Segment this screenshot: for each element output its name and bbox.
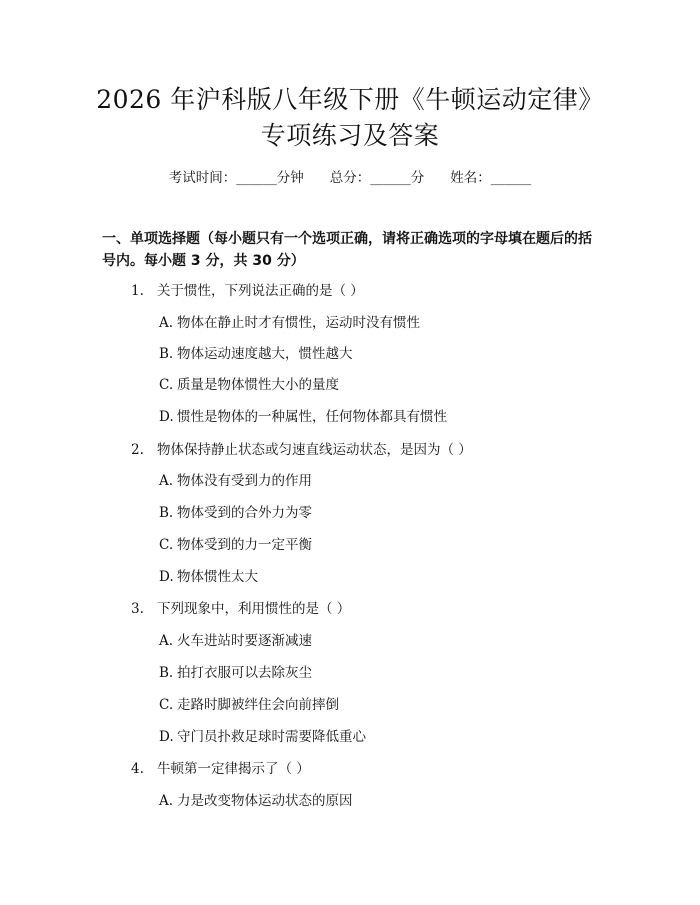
- option-text: 物体没有受到力的作用: [177, 473, 312, 489]
- option-text: 质量是物体惯性大小的量度: [177, 377, 339, 393]
- option-text: 物体在静止时才有惯性，运动时没有惯性: [177, 315, 420, 331]
- option-text: 火车进站时要逐渐减速: [177, 633, 312, 649]
- option-letter: C.: [159, 377, 174, 393]
- option-text: 走路时脚被绊住会向前摔倒: [177, 697, 339, 713]
- option-letter: A.: [159, 793, 174, 809]
- question-number: 2.: [131, 442, 144, 458]
- option: [159, 695, 339, 715]
- document-title-line1: 2026 年沪科版八年级下册《牛顿运动定律》: [96, 85, 604, 114]
- option: [159, 631, 312, 651]
- option: [159, 375, 339, 395]
- option-letter: B.: [159, 346, 174, 362]
- option-text: 物体运动速度越大，惯性越大: [177, 346, 353, 362]
- section-heading: 一、单项选择题（每小题只有一个选项正确，请将正确选项的字母填在题后的括号内。每小题 3 分，共 30 分）: [102, 231, 592, 269]
- option: [159, 791, 353, 811]
- option: [159, 471, 312, 491]
- question-stem: 牛顿第一定律揭示了（ ）: [157, 761, 310, 777]
- document-title-line2: 专项练习及答案: [260, 121, 440, 150]
- question: [131, 599, 350, 619]
- option-text: 物体受到的合外力为零: [177, 505, 312, 521]
- option-text: 惯性是物体的一种属性，任何物体都具有惯性: [177, 409, 447, 425]
- option-letter: A.: [159, 473, 174, 489]
- exam-meta: [0, 168, 700, 188]
- option: [159, 727, 366, 747]
- option: [159, 535, 312, 555]
- question-stem: 关于惯性，下列说法正确的是（ ）: [157, 283, 364, 299]
- question-number: 1.: [131, 283, 144, 299]
- option-text: 物体惯性太大: [177, 569, 258, 585]
- option: [159, 313, 420, 333]
- option-text: 物体受到的力一定平衡: [177, 537, 312, 553]
- option: [159, 407, 447, 427]
- option-letter: D.: [159, 569, 174, 585]
- exam-score: 总分：______分: [329, 170, 425, 186]
- option-letter: C.: [159, 537, 174, 553]
- question-number: 4.: [131, 761, 144, 777]
- option: [159, 503, 312, 523]
- option-text: 拍打衣服可以去除灰尘: [177, 665, 312, 681]
- question: [131, 440, 472, 460]
- question-stem: 物体保持静止状态或匀速直线运动状态，是因为（ ）: [157, 442, 472, 458]
- option: [159, 663, 312, 683]
- option-letter: A.: [159, 633, 174, 649]
- student-name: 姓名：______: [450, 170, 532, 186]
- option-letter: B.: [159, 665, 174, 681]
- question-number: 3.: [131, 601, 144, 617]
- question: [131, 759, 310, 779]
- question-stem: 下列现象中，利用惯性的是（ ）: [157, 601, 351, 617]
- question: [131, 281, 364, 301]
- option-letter: D.: [159, 409, 174, 425]
- option-text: 力是改变物体运动状态的原因: [177, 793, 353, 809]
- option: [159, 567, 258, 587]
- option-letter: A.: [159, 315, 174, 331]
- option-letter: B.: [159, 505, 174, 521]
- option-letter: C.: [159, 697, 174, 713]
- exam-time: 考试时间：______分钟: [168, 170, 304, 186]
- option: [159, 344, 353, 364]
- option-letter: D.: [159, 729, 174, 745]
- option-text: 守门员扑救足球时需要降低重心: [177, 729, 366, 745]
